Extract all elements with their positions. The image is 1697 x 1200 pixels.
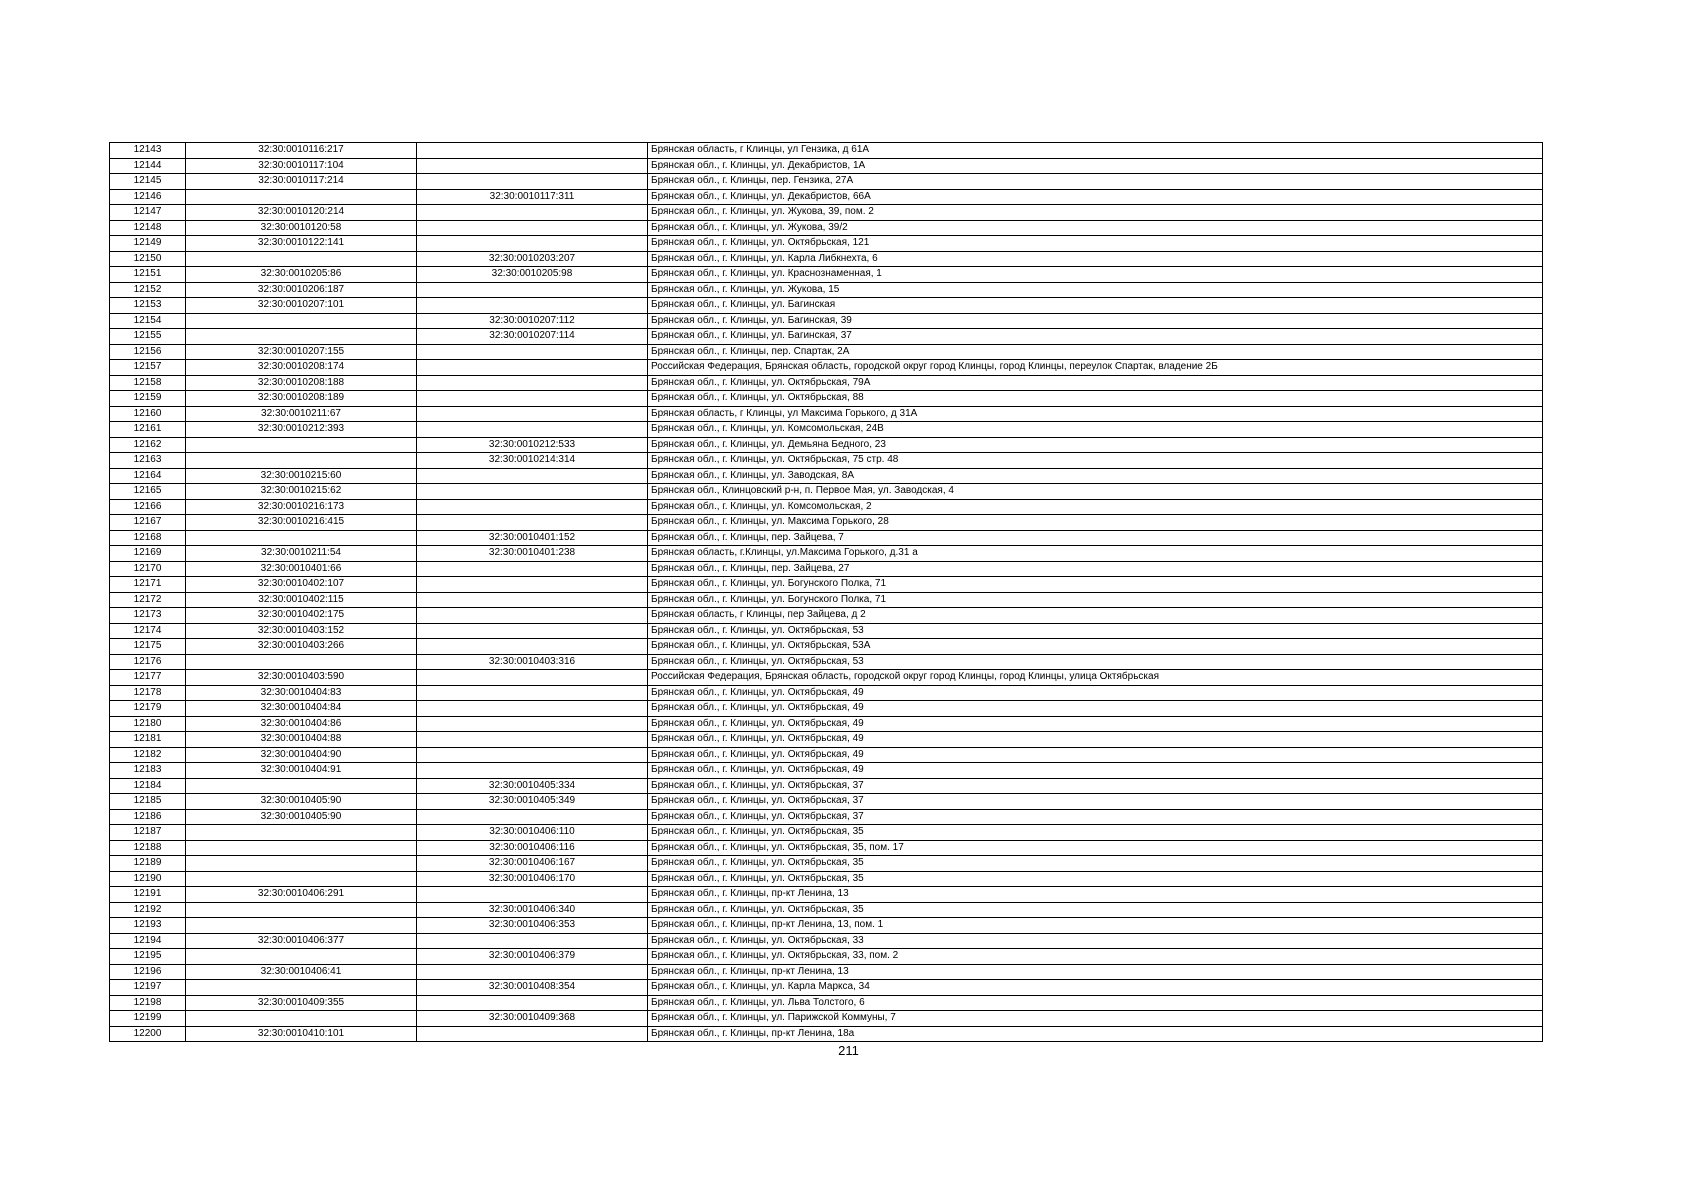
cadastral-number-cell	[186, 437, 417, 453]
cadastral-number-cell	[186, 918, 417, 934]
table-row	[110, 236, 1543, 252]
row-number-cell: 12186	[110, 809, 186, 825]
related-cadastral-number-cell	[417, 747, 648, 763]
address-cell: Брянская обл., г. Клинцы, ул. Багинская, 37	[648, 329, 1543, 345]
related-cadastral-number-cell: 32:30:0010117:311	[417, 189, 648, 205]
address-cell: Брянская обл., г. Клинцы, ул. Октябрьская, 88	[648, 391, 1543, 407]
table-row	[110, 918, 1543, 934]
row-number-cell: 12171	[110, 577, 186, 593]
address-cell: Брянская область, г.Клинцы, ул.Максима Горького, д.31 а	[648, 546, 1543, 562]
row-number-cell: 12191	[110, 887, 186, 903]
related-cadastral-number-cell	[417, 608, 648, 624]
address-cell: Брянская обл., г. Клинцы, ул. Жукова, 39/2	[648, 220, 1543, 236]
address-cell: Брянская обл., г. Клинцы, ул. Жукова, 15	[648, 282, 1543, 298]
table-row	[110, 143, 1543, 159]
related-cadastral-number-cell	[417, 685, 648, 701]
related-cadastral-number-cell	[417, 732, 648, 748]
cadastral-number-cell	[186, 329, 417, 345]
row-number-cell: 12161	[110, 422, 186, 438]
address-cell: Брянская обл., г. Клинцы, пер. Спартак, 2А	[648, 344, 1543, 360]
cadastral-number-cell: 32:30:0010212:393	[186, 422, 417, 438]
related-cadastral-number-cell: 32:30:0010214:314	[417, 453, 648, 469]
table-row	[110, 732, 1543, 748]
row-number-cell: 12159	[110, 391, 186, 407]
row-number-cell: 12178	[110, 685, 186, 701]
related-cadastral-number-cell	[417, 577, 648, 593]
cadastral-number-cell: 32:30:0010117:104	[186, 158, 417, 174]
table-row	[110, 778, 1543, 794]
cadastral-number-cell: 32:30:0010216:415	[186, 515, 417, 531]
table-row	[110, 980, 1543, 996]
cadastral-number-cell: 32:30:0010406:291	[186, 887, 417, 903]
row-number-cell: 12177	[110, 670, 186, 686]
table-row	[110, 871, 1543, 887]
cadastral-number-cell: 32:30:0010403:152	[186, 623, 417, 639]
cadastral-number-cell: 32:30:0010122:141	[186, 236, 417, 252]
related-cadastral-number-cell: 32:30:0010408:354	[417, 980, 648, 996]
cadastral-number-cell: 32:30:0010211:67	[186, 406, 417, 422]
row-number-cell: 12173	[110, 608, 186, 624]
cadastral-number-cell: 32:30:0010207:101	[186, 298, 417, 314]
related-cadastral-number-cell: 32:30:0010406:340	[417, 902, 648, 918]
table-row	[110, 747, 1543, 763]
cadastral-number-cell: 32:30:0010406:377	[186, 933, 417, 949]
related-cadastral-number-cell	[417, 298, 648, 314]
row-number-cell: 12190	[110, 871, 186, 887]
address-cell: Брянская обл., г. Клинцы, ул. Октябрьская, 35	[648, 825, 1543, 841]
address-cell: Брянская область, г Клинцы, пер Зайцева, д 2	[648, 608, 1543, 624]
cadastral-number-cell	[186, 251, 417, 267]
table-row	[110, 499, 1543, 515]
related-cadastral-number-cell	[417, 623, 648, 639]
related-cadastral-number-cell	[417, 422, 648, 438]
row-number-cell: 12162	[110, 437, 186, 453]
cadastral-number-cell	[186, 453, 417, 469]
address-cell: Брянская обл., г. Клинцы, ул. Октябрьская, 49	[648, 763, 1543, 779]
table-row	[110, 484, 1543, 500]
related-cadastral-number-cell	[417, 406, 648, 422]
cadastral-number-cell	[186, 1011, 417, 1027]
address-cell: Брянская обл., г. Клинцы, пер. Зайцева, 7	[648, 530, 1543, 546]
related-cadastral-number-cell: 32:30:0010205:98	[417, 267, 648, 283]
cadastral-number-cell: 32:30:0010410:101	[186, 1026, 417, 1042]
cadastral-number-cell: 32:30:0010215:62	[186, 484, 417, 500]
table-row	[110, 220, 1543, 236]
address-cell: Брянская обл., г. Клинцы, пер. Зайцева, 27	[648, 561, 1543, 577]
related-cadastral-number-cell	[417, 375, 648, 391]
cadastral-number-cell	[186, 840, 417, 856]
address-cell: Брянская обл., г. Клинцы, пр-кт Ленина, 13, пом. 1	[648, 918, 1543, 934]
address-cell: Брянская обл., г. Клинцы, ул. Октябрьская, 49	[648, 747, 1543, 763]
row-number-cell: 12200	[110, 1026, 186, 1042]
row-number-cell: 12143	[110, 143, 186, 159]
address-cell: Брянская обл., г. Клинцы, ул. Заводская, 8А	[648, 468, 1543, 484]
cadastral-number-cell: 32:30:0010206:187	[186, 282, 417, 298]
address-cell: Брянская обл., г. Клинцы, ул. Богунского Полка, 71	[648, 592, 1543, 608]
cadastral-number-cell: 32:30:0010405:90	[186, 794, 417, 810]
cadastral-number-cell	[186, 778, 417, 794]
table-row	[110, 716, 1543, 732]
cadastral-number-cell: 32:30:0010215:60	[186, 468, 417, 484]
row-number-cell: 12184	[110, 778, 186, 794]
cadastral-number-cell: 32:30:0010409:355	[186, 995, 417, 1011]
table-row	[110, 282, 1543, 298]
address-cell: Брянская обл., г. Клинцы, ул. Октябрьская, 35	[648, 856, 1543, 872]
address-cell: Брянская обл., г. Клинцы, ул. Октябрьская, 33	[648, 933, 1543, 949]
address-cell: Брянская обл., г. Клинцы, ул. Багинская, 39	[648, 313, 1543, 329]
table-row	[110, 887, 1543, 903]
address-cell: Брянская обл., г. Клинцы, ул. Октябрьская, 53	[648, 623, 1543, 639]
row-number-cell: 12160	[110, 406, 186, 422]
table-row	[110, 670, 1543, 686]
table-row	[110, 949, 1543, 965]
address-cell: Брянская обл., г. Клинцы, ул. Октябрьская, 33, пом. 2	[648, 949, 1543, 965]
related-cadastral-number-cell: 32:30:0010203:207	[417, 251, 648, 267]
cadastral-number-cell: 32:30:0010116:217	[186, 143, 417, 159]
related-cadastral-number-cell: 32:30:0010406:116	[417, 840, 648, 856]
row-number-cell: 12194	[110, 933, 186, 949]
row-number-cell: 12155	[110, 329, 186, 345]
row-number-cell: 12145	[110, 174, 186, 190]
related-cadastral-number-cell	[417, 561, 648, 577]
row-number-cell: 12147	[110, 205, 186, 221]
related-cadastral-number-cell	[417, 391, 648, 407]
table-row	[110, 391, 1543, 407]
address-cell: Брянская обл., г. Клинцы, пр-кт Ленина, 18а	[648, 1026, 1543, 1042]
table-row	[110, 251, 1543, 267]
table-row	[110, 174, 1543, 190]
address-cell: Брянская обл., Клинцовский р-н, п. Первое Мая, ул. Заводская, 4	[648, 484, 1543, 500]
table-row	[110, 825, 1543, 841]
cadastral-number-cell: 32:30:0010208:188	[186, 375, 417, 391]
table-row	[110, 685, 1543, 701]
cadastral-number-cell: 32:30:0010120:58	[186, 220, 417, 236]
row-number-cell: 12193	[110, 918, 186, 934]
related-cadastral-number-cell	[417, 158, 648, 174]
address-cell: Брянская обл., г. Клинцы, ул. Октябрьская, 49	[648, 716, 1543, 732]
related-cadastral-number-cell	[417, 1026, 648, 1042]
row-number-cell: 12189	[110, 856, 186, 872]
related-cadastral-number-cell	[417, 933, 648, 949]
address-cell: Брянская обл., г. Клинцы, ул. Декабристов, 66А	[648, 189, 1543, 205]
row-number-cell: 12164	[110, 468, 186, 484]
row-number-cell: 12166	[110, 499, 186, 515]
table-row	[110, 654, 1543, 670]
related-cadastral-number-cell	[417, 809, 648, 825]
row-number-cell: 12181	[110, 732, 186, 748]
row-number-cell: 12151	[110, 267, 186, 283]
cadastral-number-cell: 32:30:0010207:155	[186, 344, 417, 360]
row-number-cell: 12174	[110, 623, 186, 639]
cadastral-number-cell	[186, 871, 417, 887]
table-row	[110, 856, 1543, 872]
address-cell: Брянская обл., г. Клинцы, ул. Октябрьская, 53А	[648, 639, 1543, 655]
row-number-cell: 12175	[110, 639, 186, 655]
cadastral-number-cell: 32:30:0010404:88	[186, 732, 417, 748]
table-row	[110, 794, 1543, 810]
row-number-cell: 12197	[110, 980, 186, 996]
related-cadastral-number-cell	[417, 639, 648, 655]
address-cell: Брянская обл., г. Клинцы, ул. Октябрьская, 53	[648, 654, 1543, 670]
row-number-cell: 12163	[110, 453, 186, 469]
table-row	[110, 840, 1543, 856]
cadastral-number-cell: 32:30:0010402:115	[186, 592, 417, 608]
row-number-cell: 12170	[110, 561, 186, 577]
table-row	[110, 933, 1543, 949]
address-cell: Брянская обл., г. Клинцы, ул. Октябрьская, 35	[648, 902, 1543, 918]
cadastral-number-cell	[186, 902, 417, 918]
cadastral-number-cell: 32:30:0010404:91	[186, 763, 417, 779]
table-row	[110, 577, 1543, 593]
row-number-cell: 12144	[110, 158, 186, 174]
row-number-cell: 12148	[110, 220, 186, 236]
related-cadastral-number-cell	[417, 360, 648, 376]
table-row	[110, 546, 1543, 562]
related-cadastral-number-cell: 32:30:0010406:170	[417, 871, 648, 887]
cadastral-number-cell	[186, 980, 417, 996]
row-number-cell: 12153	[110, 298, 186, 314]
row-number-cell: 12199	[110, 1011, 186, 1027]
row-number-cell: 12179	[110, 701, 186, 717]
cadastral-number-cell	[186, 949, 417, 965]
cadastral-number-cell: 32:30:0010402:175	[186, 608, 417, 624]
table-row	[110, 189, 1543, 205]
table-row	[110, 639, 1543, 655]
related-cadastral-number-cell	[417, 282, 648, 298]
address-cell: Брянская обл., г. Клинцы, ул. Комсомольская, 24В	[648, 422, 1543, 438]
table-row	[110, 267, 1543, 283]
row-number-cell: 12176	[110, 654, 186, 670]
cadastral-number-cell: 32:30:0010404:90	[186, 747, 417, 763]
related-cadastral-number-cell: 32:30:0010405:349	[417, 794, 648, 810]
cadastral-number-cell	[186, 654, 417, 670]
cadastral-number-cell: 32:30:0010402:107	[186, 577, 417, 593]
related-cadastral-number-cell	[417, 499, 648, 515]
cadastral-number-cell: 32:30:0010208:189	[186, 391, 417, 407]
cadastral-number-cell: 32:30:0010404:83	[186, 685, 417, 701]
related-cadastral-number-cell	[417, 205, 648, 221]
table-row	[110, 453, 1543, 469]
table-row	[110, 902, 1543, 918]
table-row	[110, 298, 1543, 314]
row-number-cell: 12180	[110, 716, 186, 732]
address-cell: Брянская обл., г. Клинцы, ул. Октябрьская, 37	[648, 778, 1543, 794]
address-cell: Брянская обл., г. Клинцы, ул. Октябрьская, 75 стр. 48	[648, 453, 1543, 469]
table-row	[110, 1026, 1543, 1042]
row-number-cell: 12167	[110, 515, 186, 531]
row-number-cell: 12156	[110, 344, 186, 360]
row-number-cell: 12154	[110, 313, 186, 329]
related-cadastral-number-cell: 32:30:0010406:379	[417, 949, 648, 965]
related-cadastral-number-cell	[417, 995, 648, 1011]
table-row	[110, 995, 1543, 1011]
address-cell: Брянская обл., г. Клинцы, пр-кт Ленина, 13	[648, 964, 1543, 980]
row-number-cell: 12196	[110, 964, 186, 980]
cadastral-number-cell: 32:30:0010403:266	[186, 639, 417, 655]
related-cadastral-number-cell	[417, 143, 648, 159]
related-cadastral-number-cell	[417, 701, 648, 717]
cadastral-number-cell: 32:30:0010404:84	[186, 701, 417, 717]
related-cadastral-number-cell	[417, 484, 648, 500]
table-row	[110, 313, 1543, 329]
related-cadastral-number-cell: 32:30:0010405:334	[417, 778, 648, 794]
related-cadastral-number-cell: 32:30:0010406:167	[417, 856, 648, 872]
cadastral-number-cell: 32:30:0010208:174	[186, 360, 417, 376]
row-number-cell: 12158	[110, 375, 186, 391]
address-cell: Брянская обл., г. Клинцы, ул. Комсомольская, 2	[648, 499, 1543, 515]
address-cell: Брянская обл., г. Клинцы, ул. Октябрьская, 37	[648, 794, 1543, 810]
address-cell: Брянская обл., г. Клинцы, ул. Краснознаменная, 1	[648, 267, 1543, 283]
table-row	[110, 360, 1543, 376]
cadastral-number-cell: 32:30:0010205:86	[186, 267, 417, 283]
table-row	[110, 375, 1543, 391]
address-cell: Брянская обл., г. Клинцы, ул. Карла Маркса, 34	[648, 980, 1543, 996]
address-cell: Брянская обл., г. Клинцы, ул. Льва Толстого, 6	[648, 995, 1543, 1011]
table-row	[110, 406, 1543, 422]
cadastral-number-cell	[186, 313, 417, 329]
related-cadastral-number-cell	[417, 964, 648, 980]
cadastral-number-cell: 32:30:0010403:590	[186, 670, 417, 686]
row-number-cell: 12185	[110, 794, 186, 810]
related-cadastral-number-cell	[417, 515, 648, 531]
table-row	[110, 530, 1543, 546]
address-cell: Брянская обл., г. Клинцы, пр-кт Ленина, 13	[648, 887, 1543, 903]
row-number-cell: 12157	[110, 360, 186, 376]
cadastral-number-cell: 32:30:0010401:66	[186, 561, 417, 577]
address-cell: Брянская обл., г. Клинцы, ул. Октябрьская, 79А	[648, 375, 1543, 391]
related-cadastral-number-cell: 32:30:0010406:353	[417, 918, 648, 934]
table-row	[110, 468, 1543, 484]
related-cadastral-number-cell: 32:30:0010212:533	[417, 437, 648, 453]
table-row	[110, 623, 1543, 639]
related-cadastral-number-cell: 32:30:0010406:110	[417, 825, 648, 841]
related-cadastral-number-cell	[417, 670, 648, 686]
address-cell: Брянская обл., г. Клинцы, ул. Октябрьская, 49	[648, 732, 1543, 748]
row-number-cell: 12182	[110, 747, 186, 763]
related-cadastral-number-cell	[417, 887, 648, 903]
row-number-cell: 12146	[110, 189, 186, 205]
cadastral-table	[109, 142, 1543, 1042]
address-cell: Брянская обл., г. Клинцы, ул. Жукова, 39, пом. 2	[648, 205, 1543, 221]
address-cell: Российская Федерация, Брянская область, городской округ город Клинцы, город Клинцы, улица Октябрьская	[648, 670, 1543, 686]
address-cell: Брянская обл., г. Клинцы, ул. Богунского Полка, 71	[648, 577, 1543, 593]
table-row	[110, 809, 1543, 825]
cadastral-number-cell: 32:30:0010117:214	[186, 174, 417, 190]
address-cell: Брянская обл., г. Клинцы, ул. Декабристов, 1А	[648, 158, 1543, 174]
row-number-cell: 12172	[110, 592, 186, 608]
cadastral-number-cell: 32:30:0010211:54	[186, 546, 417, 562]
row-number-cell: 12165	[110, 484, 186, 500]
related-cadastral-number-cell	[417, 174, 648, 190]
address-cell: Брянская обл., г. Клинцы, пер. Гензика, 27А	[648, 174, 1543, 190]
page-number: 211	[838, 1043, 859, 1058]
row-number-cell: 12152	[110, 282, 186, 298]
address-cell: Брянская обл., г. Клинцы, ул. Октябрьская, 49	[648, 701, 1543, 717]
table-row	[110, 422, 1543, 438]
related-cadastral-number-cell	[417, 468, 648, 484]
related-cadastral-number-cell: 32:30:0010409:368	[417, 1011, 648, 1027]
table-row	[110, 763, 1543, 779]
row-number-cell: 12192	[110, 902, 186, 918]
row-number-cell: 12195	[110, 949, 186, 965]
table-row	[110, 1011, 1543, 1027]
related-cadastral-number-cell: 32:30:0010207:114	[417, 329, 648, 345]
related-cadastral-number-cell	[417, 220, 648, 236]
table-row	[110, 701, 1543, 717]
related-cadastral-number-cell	[417, 236, 648, 252]
table-row	[110, 561, 1543, 577]
address-cell: Брянская обл., г. Клинцы, ул. Октябрьская, 37	[648, 809, 1543, 825]
table-row	[110, 344, 1543, 360]
related-cadastral-number-cell	[417, 763, 648, 779]
table-row	[110, 437, 1543, 453]
related-cadastral-number-cell: 32:30:0010401:152	[417, 530, 648, 546]
row-number-cell: 12198	[110, 995, 186, 1011]
cadastral-number-cell: 32:30:0010120:214	[186, 205, 417, 221]
table-row	[110, 964, 1543, 980]
address-cell: Брянская обл., г. Клинцы, ул. Парижской Коммуны, 7	[648, 1011, 1543, 1027]
address-cell: Брянская область, г Клинцы, ул Гензика, д 61А	[648, 143, 1543, 159]
table-row	[110, 329, 1543, 345]
related-cadastral-number-cell: 32:30:0010403:316	[417, 654, 648, 670]
related-cadastral-number-cell: 32:30:0010401:238	[417, 546, 648, 562]
cadastral-number-cell	[186, 530, 417, 546]
cadastral-number-cell: 32:30:0010406:41	[186, 964, 417, 980]
row-number-cell: 12187	[110, 825, 186, 841]
cadastral-number-cell: 32:30:0010405:90	[186, 809, 417, 825]
table-row	[110, 592, 1543, 608]
table-row	[110, 515, 1543, 531]
table-row	[110, 158, 1543, 174]
address-cell: Брянская обл., г. Клинцы, ул. Карла Либкнехта, 6	[648, 251, 1543, 267]
row-number-cell: 12150	[110, 251, 186, 267]
cadastral-number-cell: 32:30:0010216:173	[186, 499, 417, 515]
related-cadastral-number-cell: 32:30:0010207:112	[417, 313, 648, 329]
cadastral-number-cell	[186, 189, 417, 205]
row-number-cell: 12149	[110, 236, 186, 252]
address-cell: Брянская обл., г. Клинцы, ул. Багинская	[648, 298, 1543, 314]
cadastral-number-cell: 32:30:0010404:86	[186, 716, 417, 732]
row-number-cell: 12183	[110, 763, 186, 779]
row-number-cell: 12169	[110, 546, 186, 562]
table-row	[110, 608, 1543, 624]
address-cell: Российская Федерация, Брянская область, городской округ город Клинцы, город Клинцы, переулок Спартак, владение 2Б	[648, 360, 1543, 376]
related-cadastral-number-cell	[417, 592, 648, 608]
table-body	[110, 143, 1543, 1042]
address-cell: Брянская обл., г. Клинцы, ул. Октябрьская, 121	[648, 236, 1543, 252]
address-cell: Брянская обл., г. Клинцы, ул. Октябрьская, 35	[648, 871, 1543, 887]
address-cell: Брянская обл., г. Клинцы, ул. Октябрьская, 49	[648, 685, 1543, 701]
row-number-cell: 12168	[110, 530, 186, 546]
address-cell: Брянская область, г Клинцы, ул Максима Горького, д 31А	[648, 406, 1543, 422]
table-row	[110, 205, 1543, 221]
related-cadastral-number-cell	[417, 716, 648, 732]
address-cell: Брянская обл., г. Клинцы, ул. Максима Горького, 28	[648, 515, 1543, 531]
cadastral-number-cell	[186, 856, 417, 872]
related-cadastral-number-cell	[417, 344, 648, 360]
cadastral-number-cell	[186, 825, 417, 841]
address-cell: Брянская обл., г. Клинцы, ул. Октябрьская, 35, пом. 17	[648, 840, 1543, 856]
row-number-cell: 12188	[110, 840, 186, 856]
address-cell: Брянская обл., г. Клинцы, ул. Демьяна Бедного, 23	[648, 437, 1543, 453]
